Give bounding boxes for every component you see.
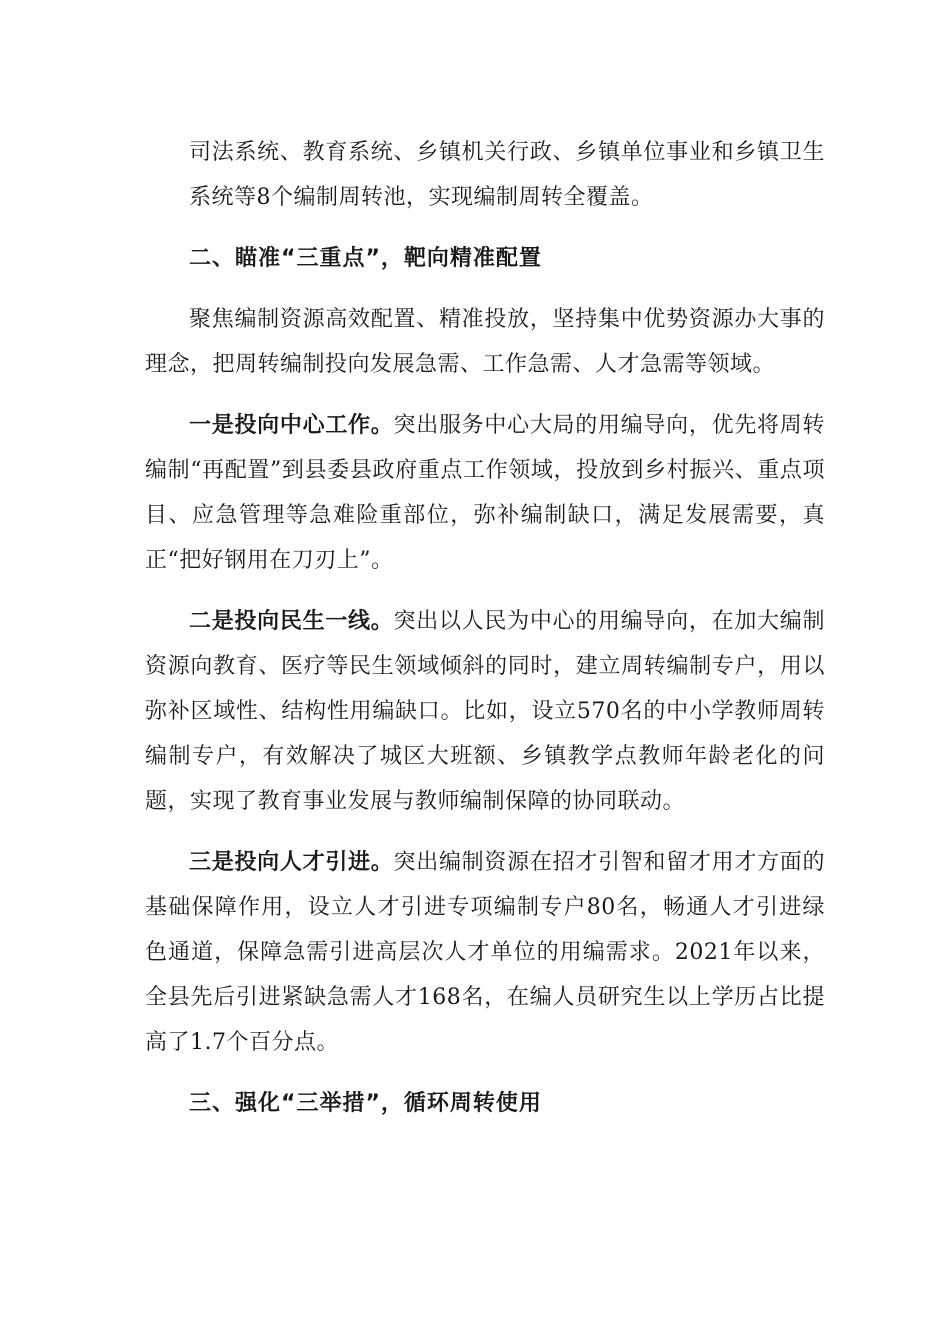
spacer	[145, 824, 825, 840]
spacer	[145, 281, 825, 297]
spacer	[145, 1065, 825, 1081]
paragraph-text: 突出以人民为中心的用编导向，在加大编制资源向教育、医疗等民生领域倾斜的同时，建立周转编制专户，用以弥补区域性、结构性用编缺口。比如，设立570名的中小学教师周转编制专户，有效解决了城区大班额、乡镇教学点教师年龄老化的问题，实现了教育事业发展与教师编制保障的协同联动。	[145, 609, 825, 814]
spacer	[145, 583, 825, 599]
section-heading-2	[145, 236, 825, 281]
document-body	[145, 130, 825, 1126]
paragraph-text: 突出编制资源在招才引智和留才用才方面的基础保障作用，设立人才引进专项编制专户80名，畅通人才引进绿色通道，保障急需引进高层次人才单位的用编需求。2021年以来，全县先后引进紧缺急需人才168名，在编人员研究生以上学历占比提高了1.7个百分点。	[145, 850, 825, 1055]
paragraph-intro	[145, 297, 825, 387]
paragraph-lead: 三是投向人才引进。	[189, 850, 394, 875]
section-heading-text: 二、瞄准“三重点”，靶向精准配置	[189, 246, 542, 271]
section-heading-3	[145, 1081, 825, 1126]
paragraph-text: 突出服务中心大局的用编导向，优先将周转编制“再配置”到县委县政府重点工作领域，投放到乡村振兴、重点项目、应急管理等急难险重部位，弥补编制缺口，满足发展需要，真正“把好钢用在刀刃上”。	[145, 413, 825, 573]
paragraph-text: 司法系统、教育系统、乡镇机关行政、乡镇单位事业和乡镇卫生系统等8个编制周转池，实现编制周转全覆盖。	[189, 140, 825, 210]
spacer	[145, 387, 825, 403]
paragraph-talent	[145, 840, 825, 1065]
spacer	[145, 220, 825, 236]
paragraph-central-work	[145, 403, 825, 583]
paragraph-continuation	[145, 130, 825, 220]
paragraph-text: 聚焦编制资源高效配置、精准投放，坚持集中优势资源办大事的理念，把周转编制投向发展急需、工作急需、人才急需等领域。	[145, 307, 825, 377]
paragraph-lead: 二是投向民生一线。	[189, 609, 394, 634]
paragraph-lead: 一是投向中心工作。	[189, 413, 394, 438]
paragraph-livelihood	[145, 599, 825, 824]
section-heading-text: 三、强化“三举措”，循环周转使用	[189, 1091, 542, 1116]
